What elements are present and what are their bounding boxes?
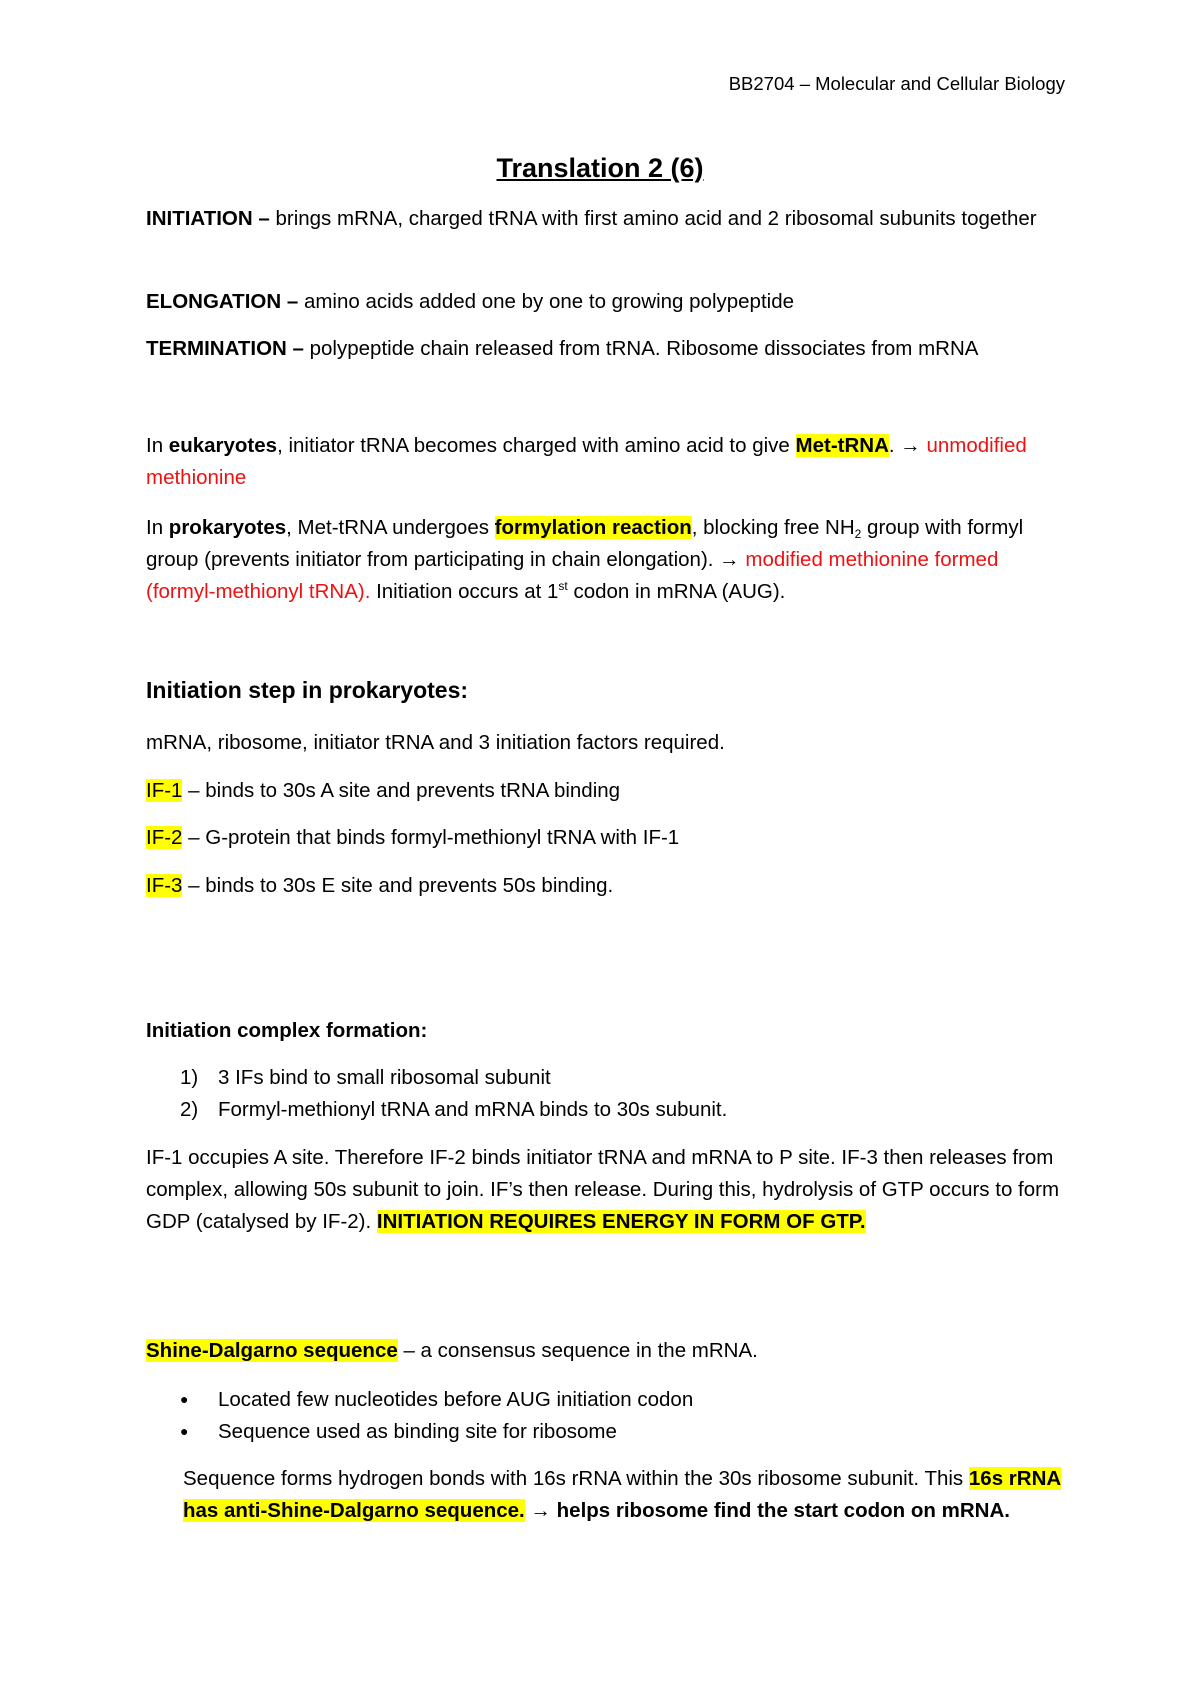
page-header: BB2704 – Molecular and Cellular Biology xyxy=(728,73,1065,94)
initiation-intro: mRNA, ribosome, initiator tRNA and 3 initiation factors required. xyxy=(146,731,725,754)
eukaryotes-paragraph: In eukaryotes, initiator tRNA becomes charged with amino acid to give Met-tRNA. → unmodified methionine xyxy=(146,434,1027,489)
stage-initiation: INITIATION – brings mRNA, charged tRNA with first amino acid and 2 ribosomal subunits together xyxy=(146,207,1037,230)
complex-step-2: 2) Formyl-methionyl tRNA and mRNA binds to 30s subunit. xyxy=(180,1098,728,1121)
bullet-item: ● Located few nucleotides before AUG initiation codon xyxy=(180,1388,694,1411)
complex-heading: Initiation complex formation: xyxy=(146,1019,428,1042)
anti-shine-dalgarno-highlight: 16s rRNA has anti-Shine-Dalgarno sequence. xyxy=(183,1467,1062,1522)
stage-termination: TERMINATION – polypeptide chain released from tRNA. Ribosome dissociates from mRNA xyxy=(146,337,979,360)
page-title: Translation 2 (6) xyxy=(496,153,704,183)
bullet-item: ● Sequence used as binding site for ribosome xyxy=(180,1420,617,1443)
shine-dalgarno-heading: Shine-Dalgarno sequence – a consensus sequence in the mRNA. xyxy=(146,1339,758,1362)
shine-dalgarno-paragraph: Sequence forms hydrogen bonds with 16s rRNA within the 30s ribosome subunit. This 16s rRNA has anti-Shine-Dalgarno sequence. → helps ribosome find the start codon on mRNA. xyxy=(183,1467,1062,1522)
formylation-highlight: formylation reaction xyxy=(494,516,692,539)
met-trna-highlight: Met-tRNA xyxy=(795,434,889,457)
complex-paragraph: IF-1 occupies A site. Therefore IF-2 binds initiator tRNA and mRNA to P site. IF-3 then releases from complex, allowing 50s subunit to join. IF’s then release. During this, hydrolysis of GTP occurs to form GDP (catalysed by IF-2). INITIATION REQUIRES ENERGY IN FORM OF GTP. xyxy=(146,1146,1060,1233)
prokaryotes-paragraph: In prokaryotes, Met-tRNA undergoes formylation reaction, blocking free $NH_2$ group with formyl group (prevents initiator from participating in chain elongation). → modified methionine formed (formyl-methionyl tRNA). Initiation occurs at 1st codon in mRNA (AUG). xyxy=(146,516,1024,603)
if2-item: IF-2 – G-protein that binds formyl-methionyl tRNA with IF-1 xyxy=(146,826,680,849)
gtp-highlight: INITIATION REQUIRES ENERGY IN FORM OF GTP. xyxy=(376,1210,866,1233)
if1-item: IF-1 – binds to 30s A site and prevents tRNA binding xyxy=(146,779,621,802)
if3-item: IF-3 – binds to 30s E site and prevents 50s binding. xyxy=(146,874,614,897)
stage-elongation: ELONGATION – amino acids added one by one to growing polypeptide xyxy=(146,290,795,313)
initiation-step-heading: Initiation step in prokaryotes: xyxy=(146,677,469,703)
complex-step-1: 1) 3 IFs bind to small ribosomal subunit xyxy=(180,1066,551,1089)
